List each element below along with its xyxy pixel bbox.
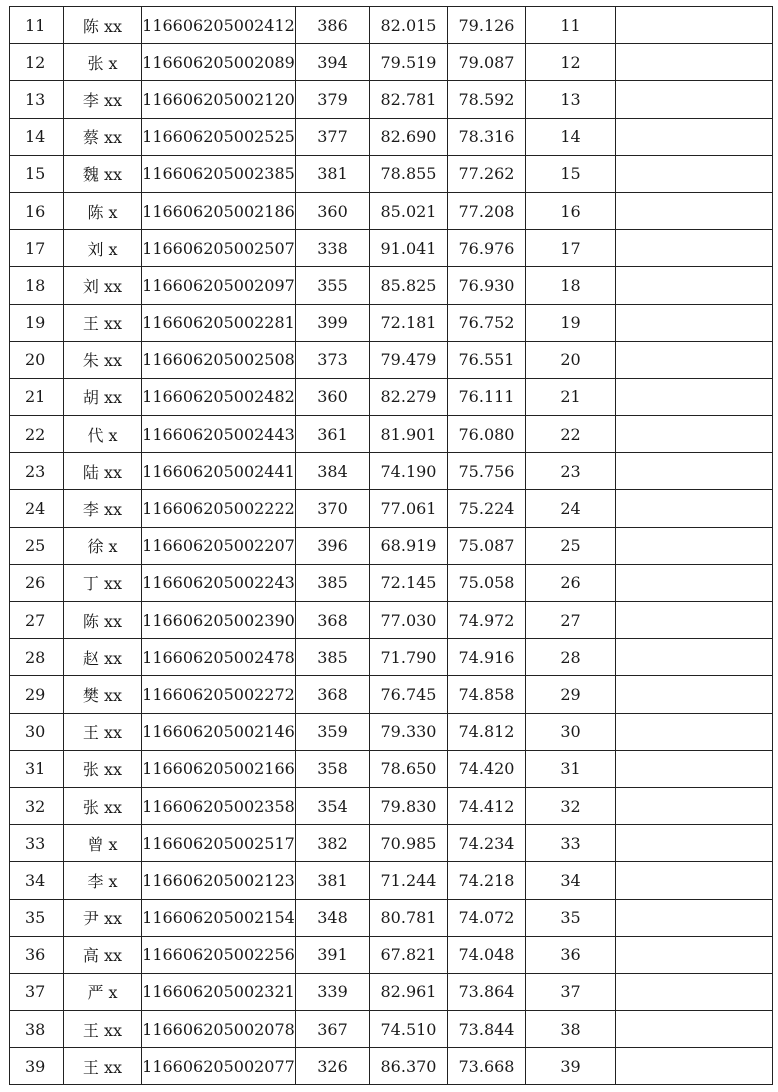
row-number-cell: 36 xyxy=(10,936,64,973)
rank-cell: 17 xyxy=(526,230,616,267)
table-row xyxy=(10,1011,773,1048)
total-score-cell: 74.218 xyxy=(448,862,526,899)
row-number-cell: 13 xyxy=(10,81,64,118)
remarks-cell xyxy=(616,378,773,415)
remarks-cell xyxy=(616,118,773,155)
name-cell: 魏 xx xyxy=(64,155,142,192)
name-cell: 陈 x xyxy=(64,192,142,229)
remarks-cell xyxy=(616,899,773,936)
table-row xyxy=(10,490,773,527)
row-number-cell: 15 xyxy=(10,155,64,192)
total-score-cell: 74.412 xyxy=(448,787,526,824)
interview-score-cell: 82.781 xyxy=(370,81,448,118)
name-cell: 张 xx xyxy=(64,750,142,787)
exam-score-cell: 386 xyxy=(296,7,370,44)
rank-cell: 14 xyxy=(526,118,616,155)
interview-score-cell: 79.519 xyxy=(370,44,448,81)
interview-score-cell: 82.961 xyxy=(370,973,448,1010)
exam-score-cell: 360 xyxy=(296,192,370,229)
remarks-cell xyxy=(616,973,773,1010)
rank-cell: 22 xyxy=(526,416,616,453)
rank-cell: 12 xyxy=(526,44,616,81)
name-cell: 李 xx xyxy=(64,81,142,118)
name-cell: 高 xx xyxy=(64,936,142,973)
rank-cell: 27 xyxy=(526,602,616,639)
rank-cell: 15 xyxy=(526,155,616,192)
remarks-cell xyxy=(616,564,773,601)
row-number-cell: 38 xyxy=(10,1011,64,1048)
total-score-cell: 74.072 xyxy=(448,899,526,936)
total-score-cell: 74.420 xyxy=(448,750,526,787)
rank-cell: 37 xyxy=(526,973,616,1010)
total-score-cell: 79.126 xyxy=(448,7,526,44)
table-row xyxy=(10,1048,773,1085)
rank-cell: 19 xyxy=(526,304,616,341)
table-row xyxy=(10,81,773,118)
results-table xyxy=(9,6,773,1085)
row-number-cell: 26 xyxy=(10,564,64,601)
interview-score-cell: 78.650 xyxy=(370,750,448,787)
interview-score-cell: 82.015 xyxy=(370,7,448,44)
table-row xyxy=(10,899,773,936)
rank-cell: 16 xyxy=(526,192,616,229)
name-cell: 李 xx xyxy=(64,490,142,527)
total-score-cell: 75.224 xyxy=(448,490,526,527)
rank-cell: 26 xyxy=(526,564,616,601)
name-cell: 严 x xyxy=(64,973,142,1010)
total-score-cell: 79.087 xyxy=(448,44,526,81)
remarks-cell xyxy=(616,1048,773,1085)
interview-score-cell: 76.745 xyxy=(370,676,448,713)
interview-score-cell: 85.825 xyxy=(370,267,448,304)
name-cell: 代 x xyxy=(64,416,142,453)
name-cell: 尹 xx xyxy=(64,899,142,936)
candidate-id-cell: 116606205002078 xyxy=(142,1011,296,1048)
row-number-cell: 22 xyxy=(10,416,64,453)
interview-score-cell: 86.370 xyxy=(370,1048,448,1085)
name-cell: 陆 xx xyxy=(64,453,142,490)
total-score-cell: 76.930 xyxy=(448,267,526,304)
exam-score-cell: 381 xyxy=(296,155,370,192)
table-row xyxy=(10,118,773,155)
exam-score-cell: 368 xyxy=(296,602,370,639)
exam-score-cell: 379 xyxy=(296,81,370,118)
name-cell: 李 x xyxy=(64,862,142,899)
name-cell: 陈 xx xyxy=(64,602,142,639)
table-row xyxy=(10,787,773,824)
row-number-cell: 18 xyxy=(10,267,64,304)
remarks-cell xyxy=(616,787,773,824)
table-row xyxy=(10,7,773,44)
exam-score-cell: 348 xyxy=(296,899,370,936)
remarks-cell xyxy=(616,44,773,81)
candidate-id-cell: 116606205002097 xyxy=(142,267,296,304)
row-number-cell: 12 xyxy=(10,44,64,81)
remarks-cell xyxy=(616,676,773,713)
interview-score-cell: 80.781 xyxy=(370,899,448,936)
total-score-cell: 75.058 xyxy=(448,564,526,601)
remarks-cell xyxy=(616,490,773,527)
table-row xyxy=(10,304,773,341)
interview-score-cell: 72.145 xyxy=(370,564,448,601)
exam-score-cell: 354 xyxy=(296,787,370,824)
interview-score-cell: 79.479 xyxy=(370,341,448,378)
name-cell: 丁 xx xyxy=(64,564,142,601)
row-number-cell: 35 xyxy=(10,899,64,936)
remarks-cell xyxy=(616,81,773,118)
remarks-cell xyxy=(616,602,773,639)
remarks-cell xyxy=(616,7,773,44)
table-row xyxy=(10,564,773,601)
rank-cell: 21 xyxy=(526,378,616,415)
interview-score-cell: 71.244 xyxy=(370,862,448,899)
exam-score-cell: 368 xyxy=(296,676,370,713)
candidate-id-cell: 116606205002243 xyxy=(142,564,296,601)
remarks-cell xyxy=(616,825,773,862)
exam-score-cell: 382 xyxy=(296,825,370,862)
name-cell: 曾 x xyxy=(64,825,142,862)
row-number-cell: 19 xyxy=(10,304,64,341)
table-row xyxy=(10,155,773,192)
total-score-cell: 73.668 xyxy=(448,1048,526,1085)
row-number-cell: 30 xyxy=(10,713,64,750)
exam-score-cell: 394 xyxy=(296,44,370,81)
name-cell: 胡 xx xyxy=(64,378,142,415)
table-row xyxy=(10,267,773,304)
row-number-cell: 27 xyxy=(10,602,64,639)
remarks-cell xyxy=(616,713,773,750)
table-row xyxy=(10,453,773,490)
name-cell: 徐 x xyxy=(64,527,142,564)
name-cell: 王 xx xyxy=(64,304,142,341)
exam-score-cell: 338 xyxy=(296,230,370,267)
rank-cell: 35 xyxy=(526,899,616,936)
interview-score-cell: 74.190 xyxy=(370,453,448,490)
candidate-id-cell: 116606205002222 xyxy=(142,490,296,527)
table-row xyxy=(10,416,773,453)
candidate-id-cell: 116606205002120 xyxy=(142,81,296,118)
name-cell: 蔡 xx xyxy=(64,118,142,155)
row-number-cell: 34 xyxy=(10,862,64,899)
candidate-id-cell: 116606205002207 xyxy=(142,527,296,564)
exam-score-cell: 326 xyxy=(296,1048,370,1085)
row-number-cell: 39 xyxy=(10,1048,64,1085)
interview-score-cell: 77.061 xyxy=(370,490,448,527)
rank-cell: 25 xyxy=(526,527,616,564)
table-row xyxy=(10,639,773,676)
exam-score-cell: 385 xyxy=(296,639,370,676)
exam-score-cell: 360 xyxy=(296,378,370,415)
row-number-cell: 28 xyxy=(10,639,64,676)
exam-score-cell: 384 xyxy=(296,453,370,490)
name-cell: 陈 xx xyxy=(64,7,142,44)
candidate-id-cell: 116606205002508 xyxy=(142,341,296,378)
interview-score-cell: 78.855 xyxy=(370,155,448,192)
candidate-id-cell: 116606205002482 xyxy=(142,378,296,415)
total-score-cell: 76.752 xyxy=(448,304,526,341)
table-row xyxy=(10,602,773,639)
remarks-cell xyxy=(616,304,773,341)
name-cell: 刘 xx xyxy=(64,267,142,304)
name-cell: 王 xx xyxy=(64,1048,142,1085)
rank-cell: 39 xyxy=(526,1048,616,1085)
rank-cell: 13 xyxy=(526,81,616,118)
rank-cell: 32 xyxy=(526,787,616,824)
table-row xyxy=(10,192,773,229)
interview-score-cell: 79.330 xyxy=(370,713,448,750)
table-row xyxy=(10,44,773,81)
interview-score-cell: 74.510 xyxy=(370,1011,448,1048)
name-cell: 王 xx xyxy=(64,713,142,750)
interview-score-cell: 68.919 xyxy=(370,527,448,564)
rank-cell: 20 xyxy=(526,341,616,378)
table-row xyxy=(10,825,773,862)
rank-cell: 36 xyxy=(526,936,616,973)
interview-score-cell: 67.821 xyxy=(370,936,448,973)
total-score-cell: 75.087 xyxy=(448,527,526,564)
interview-score-cell: 71.790 xyxy=(370,639,448,676)
candidate-id-cell: 116606205002390 xyxy=(142,602,296,639)
candidate-id-cell: 116606205002154 xyxy=(142,899,296,936)
table-body xyxy=(10,7,773,1085)
candidate-id-cell: 116606205002123 xyxy=(142,862,296,899)
total-score-cell: 76.551 xyxy=(448,341,526,378)
exam-score-cell: 391 xyxy=(296,936,370,973)
total-score-cell: 77.208 xyxy=(448,192,526,229)
total-score-cell: 74.048 xyxy=(448,936,526,973)
exam-score-cell: 396 xyxy=(296,527,370,564)
candidate-id-cell: 116606205002077 xyxy=(142,1048,296,1085)
total-score-cell: 74.234 xyxy=(448,825,526,862)
row-number-cell: 37 xyxy=(10,973,64,1010)
candidate-id-cell: 116606205002478 xyxy=(142,639,296,676)
rank-cell: 38 xyxy=(526,1011,616,1048)
candidate-id-cell: 116606205002358 xyxy=(142,787,296,824)
row-number-cell: 17 xyxy=(10,230,64,267)
remarks-cell xyxy=(616,1011,773,1048)
interview-score-cell: 72.181 xyxy=(370,304,448,341)
name-cell: 樊 xx xyxy=(64,676,142,713)
row-number-cell: 29 xyxy=(10,676,64,713)
candidate-id-cell: 116606205002525 xyxy=(142,118,296,155)
candidate-id-cell: 116606205002256 xyxy=(142,936,296,973)
table-row xyxy=(10,862,773,899)
rank-cell: 28 xyxy=(526,639,616,676)
interview-score-cell: 79.830 xyxy=(370,787,448,824)
rank-cell: 30 xyxy=(526,713,616,750)
table-row xyxy=(10,230,773,267)
total-score-cell: 76.080 xyxy=(448,416,526,453)
exam-score-cell: 370 xyxy=(296,490,370,527)
exam-score-cell: 399 xyxy=(296,304,370,341)
table-row xyxy=(10,676,773,713)
table-row xyxy=(10,713,773,750)
rank-cell: 11 xyxy=(526,7,616,44)
total-score-cell: 77.262 xyxy=(448,155,526,192)
table-row xyxy=(10,936,773,973)
exam-score-cell: 385 xyxy=(296,564,370,601)
row-number-cell: 31 xyxy=(10,750,64,787)
interview-score-cell: 85.021 xyxy=(370,192,448,229)
exam-score-cell: 377 xyxy=(296,118,370,155)
row-number-cell: 33 xyxy=(10,825,64,862)
exam-score-cell: 367 xyxy=(296,1011,370,1048)
name-cell: 张 xx xyxy=(64,787,142,824)
row-number-cell: 11 xyxy=(10,7,64,44)
row-number-cell: 20 xyxy=(10,341,64,378)
table-row xyxy=(10,973,773,1010)
interview-score-cell: 82.279 xyxy=(370,378,448,415)
total-score-cell: 75.756 xyxy=(448,453,526,490)
total-score-cell: 74.972 xyxy=(448,602,526,639)
remarks-cell xyxy=(616,639,773,676)
remarks-cell xyxy=(616,416,773,453)
interview-score-cell: 77.030 xyxy=(370,602,448,639)
exam-score-cell: 355 xyxy=(296,267,370,304)
remarks-cell xyxy=(616,453,773,490)
total-score-cell: 74.916 xyxy=(448,639,526,676)
candidate-id-cell: 116606205002146 xyxy=(142,713,296,750)
candidate-id-cell: 116606205002281 xyxy=(142,304,296,341)
rank-cell: 24 xyxy=(526,490,616,527)
name-cell: 刘 x xyxy=(64,230,142,267)
candidate-id-cell: 116606205002517 xyxy=(142,825,296,862)
total-score-cell: 74.858 xyxy=(448,676,526,713)
candidate-id-cell: 116606205002321 xyxy=(142,973,296,1010)
candidate-id-cell: 116606205002166 xyxy=(142,750,296,787)
row-number-cell: 16 xyxy=(10,192,64,229)
rank-cell: 31 xyxy=(526,750,616,787)
total-score-cell: 76.976 xyxy=(448,230,526,267)
rank-cell: 34 xyxy=(526,862,616,899)
name-cell: 张 x xyxy=(64,44,142,81)
row-number-cell: 25 xyxy=(10,527,64,564)
remarks-cell xyxy=(616,192,773,229)
remarks-cell xyxy=(616,527,773,564)
total-score-cell: 74.812 xyxy=(448,713,526,750)
rank-cell: 18 xyxy=(526,267,616,304)
remarks-cell xyxy=(616,936,773,973)
name-cell: 王 xx xyxy=(64,1011,142,1048)
exam-score-cell: 358 xyxy=(296,750,370,787)
name-cell: 朱 xx xyxy=(64,341,142,378)
exam-score-cell: 359 xyxy=(296,713,370,750)
total-score-cell: 78.592 xyxy=(448,81,526,118)
interview-score-cell: 70.985 xyxy=(370,825,448,862)
row-number-cell: 21 xyxy=(10,378,64,415)
candidate-id-cell: 116606205002186 xyxy=(142,192,296,229)
row-number-cell: 24 xyxy=(10,490,64,527)
rank-cell: 29 xyxy=(526,676,616,713)
candidate-id-cell: 116606205002507 xyxy=(142,230,296,267)
table-row xyxy=(10,378,773,415)
remarks-cell xyxy=(616,230,773,267)
candidate-id-cell: 116606205002272 xyxy=(142,676,296,713)
total-score-cell: 78.316 xyxy=(448,118,526,155)
candidate-id-cell: 116606205002441 xyxy=(142,453,296,490)
candidate-id-cell: 116606205002443 xyxy=(142,416,296,453)
name-cell: 赵 xx xyxy=(64,639,142,676)
interview-score-cell: 81.901 xyxy=(370,416,448,453)
rank-cell: 23 xyxy=(526,453,616,490)
rank-cell: 33 xyxy=(526,825,616,862)
remarks-cell xyxy=(616,267,773,304)
candidate-id-cell: 116606205002385 xyxy=(142,155,296,192)
exam-score-cell: 339 xyxy=(296,973,370,1010)
total-score-cell: 73.844 xyxy=(448,1011,526,1048)
remarks-cell xyxy=(616,862,773,899)
interview-score-cell: 82.690 xyxy=(370,118,448,155)
table-row xyxy=(10,527,773,564)
row-number-cell: 23 xyxy=(10,453,64,490)
exam-score-cell: 373 xyxy=(296,341,370,378)
exam-score-cell: 361 xyxy=(296,416,370,453)
row-number-cell: 32 xyxy=(10,787,64,824)
remarks-cell xyxy=(616,341,773,378)
candidate-id-cell: 116606205002089 xyxy=(142,44,296,81)
interview-score-cell: 91.041 xyxy=(370,230,448,267)
total-score-cell: 73.864 xyxy=(448,973,526,1010)
candidate-id-cell: 116606205002412 xyxy=(142,7,296,44)
table-row xyxy=(10,750,773,787)
row-number-cell: 14 xyxy=(10,118,64,155)
exam-score-cell: 381 xyxy=(296,862,370,899)
table-row xyxy=(10,341,773,378)
remarks-cell xyxy=(616,155,773,192)
remarks-cell xyxy=(616,750,773,787)
total-score-cell: 76.111 xyxy=(448,378,526,415)
